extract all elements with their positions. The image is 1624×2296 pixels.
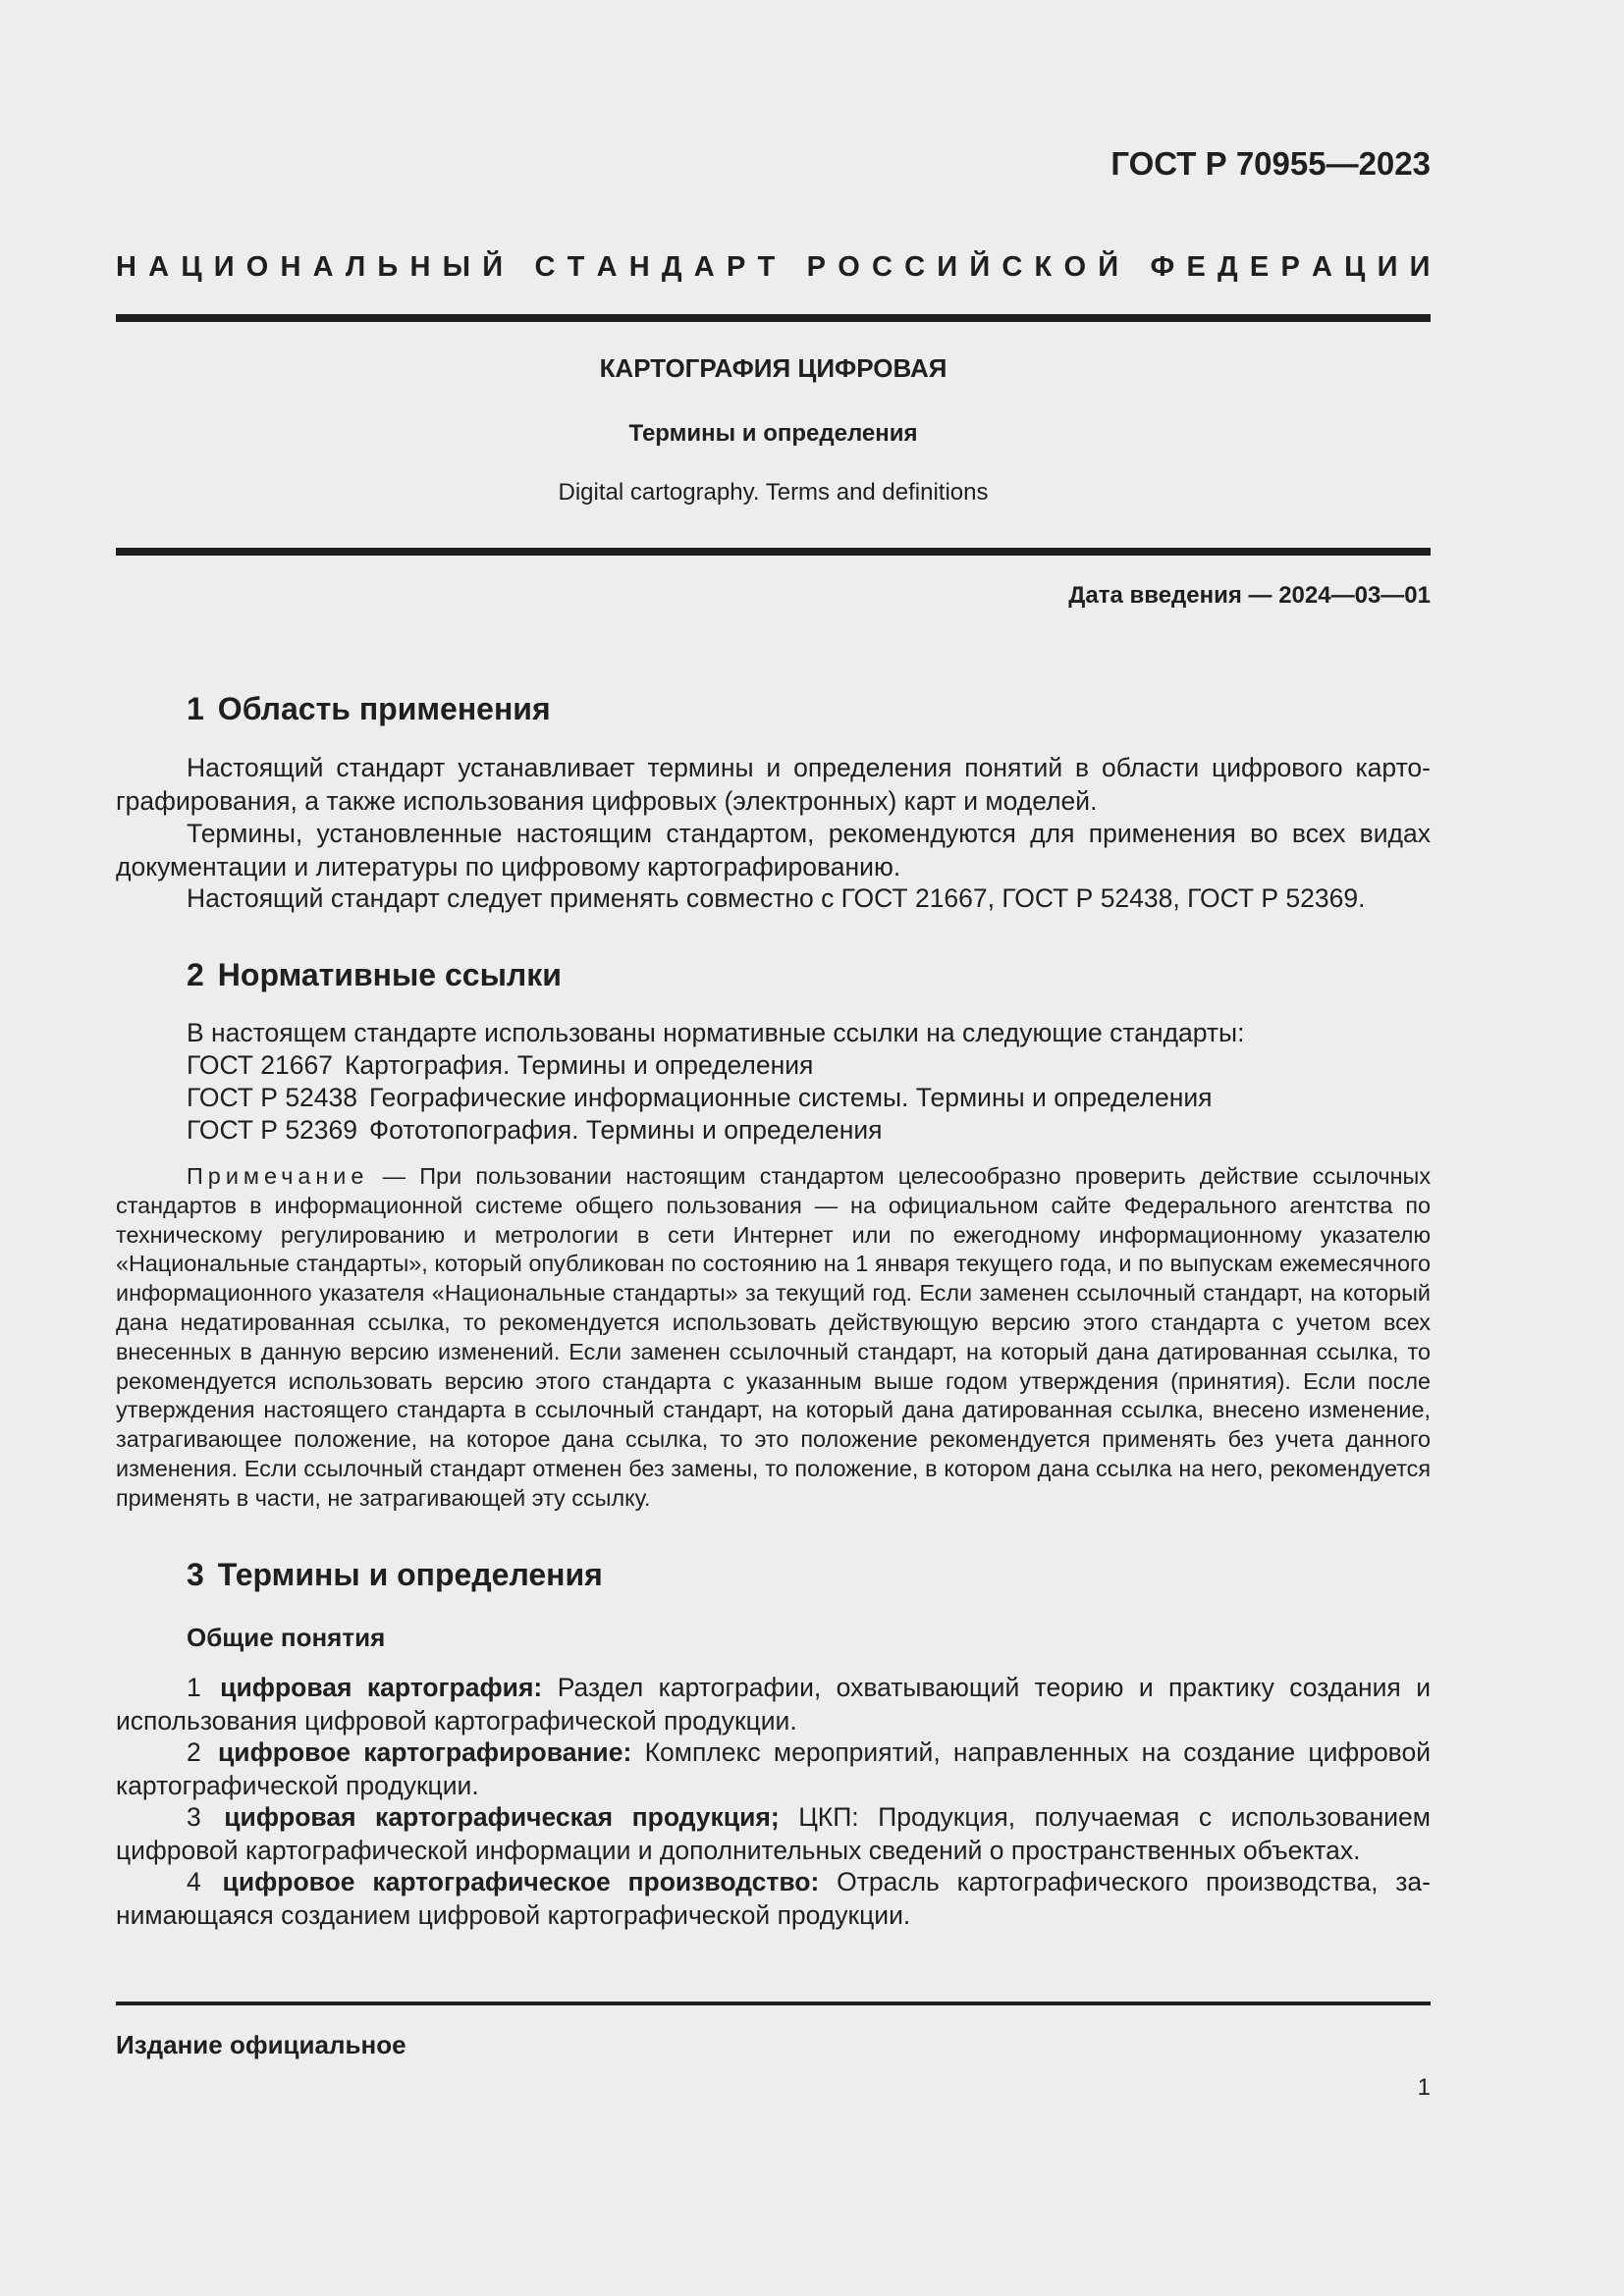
standard-heading-letter: Ф [1150, 251, 1175, 283]
section-title: Нормативные ссылки [217, 957, 562, 992]
reference-item [187, 1049, 813, 1083]
standard-heading-letter: К [1034, 251, 1053, 283]
standard-heading-letter: Р [806, 251, 827, 283]
section-title: Область применения [217, 691, 551, 726]
standard-heading-letter: А [148, 251, 170, 283]
standard-heading-letter: Ь [377, 251, 399, 283]
subsection-heading: Общие понятия [187, 1623, 386, 1652]
standard-heading [116, 251, 1431, 284]
standard-heading-letter: Й [482, 251, 504, 283]
reference-title: Географические информационные системы. Термины и определения [369, 1083, 1213, 1112]
section-number: 1 [187, 691, 204, 726]
introduction-date: Дата введения — 2024—03—01 [1068, 582, 1431, 609]
paragraph: Настоящий стандарт устанавливает термины и определения понятий в области цифрового картографирования, а также использования цифровых (электронных) карт и моделей. [116, 753, 1431, 816]
term-name: цифровая картографическая продукция; [224, 1802, 780, 1832]
standard-heading-letter: И [937, 251, 958, 283]
section-3-heading [187, 1557, 603, 1593]
standard-heading-letter: О [838, 251, 860, 283]
section-title: Термины и определения [217, 1557, 603, 1592]
standard-heading-letter: Р [726, 251, 746, 283]
standard-heading-space [1130, 251, 1138, 284]
reference-item [187, 1082, 1212, 1115]
term-definition: ЦКП: Продукция, получаемая с использованием цифровой картографической информации и дополнительных сведений о пространственных объектах. [116, 1802, 1431, 1865]
reference-title: Фототопография. Термины и определения [369, 1115, 883, 1145]
term-number: 1 [187, 1673, 201, 1702]
standard-heading-letter: Ы [442, 251, 470, 283]
term-entry [116, 1866, 1431, 1932]
note-label: Примечание [187, 1163, 369, 1189]
standard-heading-letter: Й [969, 251, 991, 283]
standard-heading-letter: Е [1249, 251, 1270, 283]
official-edition-label: Издание официальное [116, 2030, 406, 2059]
standard-heading-letter: И [1377, 251, 1398, 283]
note-text: — При пользовании настоящим стандартом целесообразно проверить действие ссылочных стандартов в информационной системе общего пользования — на официальном сайте Федерального агентства по техническому регулированию и метрологии в сети Интернет или по ежегодному информационному указателю «Национальные стандарты», который опубликован по состоянию на 1 января текущего года, и по выпускам ежемесячного информационного указателя «Национальные стандарты» за текущий год. Если заменен ссылочный стандарт, на который дана недатированная ссылка, то рекомендуется использовать действующую версию этого стандарта с учетом всех внесенных в данную версию изменений. Если заменен ссылочный стандарт, на который дана датированная ссылка, то рекомендуется использовать версию этого стандарта с указанным выше годом утверждения (принятия). Если после утверждения настоящего стандарта в ссылочный стандарт, на который дана датированная ссылка, внесено изменение, затрагивающее положение, на которое дана ссылка, то это положение рекомендуется применять без учета данного изменения. Если ссылочный стандарт отменен без замены, то положение, в котором дана ссылка на него, рекомендуется применять в части, не затрагивающей эту ссылку. [116, 1163, 1432, 1511]
reference-title: Картография. Термины и определения [344, 1050, 814, 1080]
document-code: ГОСТ Р 70955—2023 [1110, 145, 1431, 182]
reference-code: ГОСТ Р 52369 [187, 1115, 358, 1145]
standard-heading-letter: Р [1280, 251, 1300, 283]
standard-heading-letter: С [871, 251, 893, 283]
standard-heading-letter: И [1409, 251, 1431, 283]
standard-heading-letter: А [1312, 251, 1332, 283]
section-2-heading [187, 957, 562, 993]
term-number: 3 [187, 1802, 201, 1832]
standard-heading-letter: О [1063, 251, 1087, 283]
term-entry [116, 1672, 1431, 1737]
references-intro: В настоящем стандарте использованы нормативные ссылки на следующие стандарты: [187, 1018, 1245, 1047]
paragraph: Термины, установленные настоящим стандартом, рекомендуются для применения во всех видах документации и литературы по цифровому картографированию. [116, 819, 1431, 881]
standard-heading-letter: Е [1186, 251, 1206, 283]
standard-heading-letter: Н [628, 251, 650, 283]
term-name: цифровое картографическое производство: [222, 1867, 820, 1896]
term-name: цифровое картографирование: [218, 1737, 632, 1767]
standard-heading-letter: Н [280, 251, 301, 283]
term-definition: Комплекс мероприятий, направленных на создание цифровой картографической продукции. [116, 1737, 1432, 1800]
header-rule-bottom [116, 548, 1431, 556]
reference-item [187, 1114, 883, 1148]
term-definition: Отрасль картографического производства, занимающаяся созданием цифровой картографической продукции. [116, 1867, 1431, 1930]
paragraph: Настоящий стандарт следует применять совместно с ГОСТ 21667, ГОСТ Р 52438, ГОСТ Р 52369. [187, 883, 1366, 913]
standard-heading-letter: Й [1098, 251, 1119, 283]
standard-heading-letter: Ц [1344, 251, 1366, 283]
standard-heading-space [514, 251, 522, 284]
term-entry [116, 1801, 1431, 1867]
term-number: 4 [187, 1867, 201, 1896]
note-paragraph [116, 1162, 1431, 1514]
standard-heading-letter: Т [757, 251, 776, 283]
standard-heading-letter: О [245, 251, 269, 283]
term-name: цифровая картография: [220, 1673, 543, 1702]
section-number: 3 [187, 1557, 204, 1592]
standard-heading-letter: С [534, 251, 556, 283]
section-number: 2 [187, 957, 204, 992]
section-1-heading [187, 691, 551, 727]
standard-heading-letter: Ц [181, 251, 202, 283]
term-number: 2 [187, 1737, 201, 1767]
standard-heading-letter: С [904, 251, 926, 283]
page-number: 1 [1417, 2074, 1431, 2101]
standard-heading-letter: А [312, 251, 334, 283]
standard-heading-letter: А [596, 251, 618, 283]
standard-heading-space [786, 251, 794, 284]
standard-heading-letter: Д [1218, 251, 1238, 283]
term-entry [116, 1736, 1431, 1802]
term-definition: Раздел картографии, охватывающий теорию и практику создания и использования цифровой картографической продукции. [116, 1673, 1431, 1735]
standard-heading-letter: Н [409, 251, 431, 283]
standard-heading-letter: Н [116, 251, 136, 283]
document-title-english: Digital cartography. Terms and definitions [558, 479, 989, 506]
reference-code: ГОСТ Р 52438 [187, 1083, 358, 1112]
footer-rule [116, 2002, 1431, 2005]
reference-code: ГОСТ 21667 [187, 1050, 333, 1080]
document-title: КАРТОГРАФИЯ ЦИФРОВАЯ [599, 353, 947, 383]
standard-heading-letter: Т [567, 251, 585, 283]
standard-heading-letter: А [693, 251, 715, 283]
standard-heading-letter: И [213, 251, 235, 283]
document-subtitle: Термины и определения [628, 420, 918, 447]
standard-heading-letter: Д [661, 251, 682, 283]
header-rule-top [116, 314, 1431, 322]
standard-heading-letter: Л [345, 251, 366, 283]
standard-heading-letter: С [1001, 251, 1023, 283]
